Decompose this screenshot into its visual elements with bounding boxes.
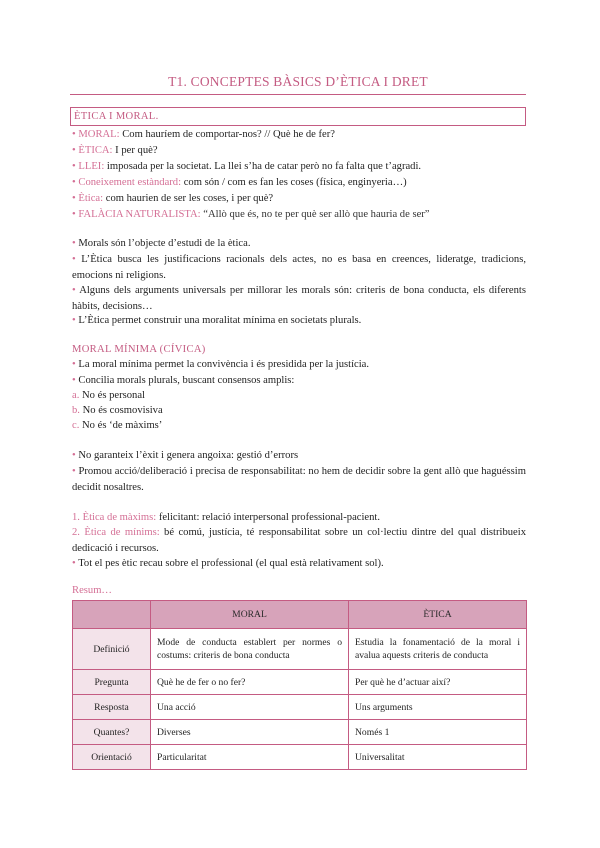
bullet-item [72, 283, 526, 314]
definition-label: Coneixement estàndard: [78, 177, 182, 188]
etica-cell: Universalitat [349, 745, 527, 770]
bullet-icon: • [72, 254, 76, 265]
row-label: Orientació [73, 745, 151, 770]
numbered-item [72, 510, 526, 526]
table-header-cell: ÈTICA [349, 601, 527, 629]
bullet-icon: • [72, 315, 76, 326]
etica-cell: Estudia la fonamentació de la moral i avalua aquests criteris de conducta [349, 629, 527, 670]
list-marker: c. [72, 420, 80, 431]
bullet-item [72, 236, 526, 252]
moral-cell: Diverses [151, 720, 349, 745]
row-label: Pregunta [73, 670, 151, 695]
summary-table [72, 600, 527, 770]
table-row [73, 695, 527, 720]
bullet-item [72, 357, 526, 373]
bullet-icon: • [72, 145, 76, 156]
moral-cell: Una acció [151, 695, 349, 720]
row-label: Resposta [73, 695, 151, 720]
table-row [73, 745, 527, 770]
bullet-icon: • [72, 193, 76, 204]
table-header-cell [73, 601, 151, 629]
bullet-text: No garanteix l’èxit i genera angoixa: gestió d’errors [78, 450, 299, 461]
bullet-icon: • [72, 129, 76, 140]
definition-line [72, 191, 526, 207]
etica-cell: Per què he d’actuar així? [349, 670, 527, 695]
list-text: No és personal [82, 390, 145, 401]
moral-cell: Què he de fer o no fer? [151, 670, 349, 695]
number-marker: 1. [72, 512, 80, 523]
bullet-text: Promou acció/deliberació i precisa de responsabilitat: no hem de decidir sobre la gent allò que haguéssim decidit nosaltres. [72, 466, 526, 493]
definition-label: FALÀCIA NATURALISTA: [78, 209, 201, 220]
bullet-icon: • [72, 161, 76, 172]
title-divider [70, 94, 526, 95]
bullet-icon: • [72, 466, 76, 477]
definition-line [72, 207, 526, 223]
page-title: T1. CONCEPTES BÀSICS D’ÈTICA I DRET [168, 74, 428, 89]
list-item [72, 403, 526, 419]
summary-label: Resum… [72, 585, 113, 596]
definition-text: Com hauríem de comportar-nos? // Què he de fer? [122, 129, 335, 140]
numbered-text: felicitant: relació interpersonal professional-pacient. [158, 512, 381, 523]
definition-line [72, 127, 526, 143]
definition-text: “Allò que és, no te per què ser allò que hauria de ser” [203, 209, 430, 220]
moral-cell: Particularitat [151, 745, 349, 770]
definition-label: LLEI: [78, 161, 105, 172]
numbered-label: Ètica de mínims: [84, 527, 160, 538]
bullet-item [72, 252, 526, 283]
definition-label: MORAL: [78, 129, 120, 140]
etica-cell: Només 1 [349, 720, 527, 745]
bullet-item [72, 313, 526, 329]
definition-label: Ètica: [78, 193, 104, 204]
definition-line [72, 175, 526, 191]
numbered-item [72, 525, 526, 556]
list-marker: a. [72, 390, 80, 401]
table-header-row [73, 601, 527, 629]
list-text: No és cosmovisiva [82, 405, 163, 416]
bullet-text: Morals són l’objecte d’estudi de la ètica. [78, 238, 251, 249]
list-item [72, 388, 526, 404]
bullet-text: L’Ètica permet construir una moralitat mínima en societats plurals. [78, 315, 362, 326]
bullet-icon: • [72, 558, 76, 569]
bullet-text: L’Ètica busca les justificacions racionals dels actes, no es basa en creences, lideratge, tradicions, emocions ni religions. [72, 254, 526, 281]
bullet-text: La moral mínima permet la convivència i és presidida per la justícia. [78, 359, 370, 370]
number-marker: 2. [72, 527, 80, 538]
definition-line [72, 159, 526, 175]
table-row [73, 629, 527, 670]
list-text: No és ‘de màxims’ [82, 420, 163, 431]
section-heading-moral-minima: MORAL MÍNIMA (CÍVICA) [72, 344, 206, 355]
section-heading-etica-moral: ÈTICA I MORAL. [74, 111, 159, 122]
bullet-icon: • [72, 285, 76, 296]
numbered-text: bé comú, justícia, té responsabilitat sobre un col·lectiu dintre del qual distribueix dedicació i recursos. [72, 527, 526, 554]
row-label: Quantes? [73, 720, 151, 745]
bullet-icon: • [72, 359, 76, 370]
bullet-item [72, 556, 526, 572]
list-marker: b. [72, 405, 80, 416]
bullet-icon: • [72, 450, 76, 461]
bullet-icon: • [72, 238, 76, 249]
bullet-icon: • [72, 177, 76, 188]
bullet-item [72, 464, 526, 495]
definition-label: ÈTICA: [78, 145, 113, 156]
definition-text: com haurien de ser les coses, i per què? [105, 193, 274, 204]
table-row [73, 720, 527, 745]
list-item [72, 418, 526, 434]
bullet-text: Alguns dels arguments universals per millorar les morals són: criteris de bona conducta, els diferents hàbits, decisions… [72, 285, 526, 312]
bullet-item [72, 373, 526, 389]
bullet-text: Concilia morals plurals, buscant consensos amplis: [78, 375, 295, 386]
table-row [73, 670, 527, 695]
moral-cell: Mode de conducta establert per normes o costums: criteris de bona conducta [151, 629, 349, 670]
bullet-icon: • [72, 209, 76, 220]
definition-text: I per què? [115, 145, 158, 156]
bullet-text: Tot el pes ètic recau sobre el professional (el qual està relativament sol). [78, 558, 384, 569]
definition-text: imposada per la societat. La llei s’ha de catar però no fa falta que t’agradi. [106, 161, 422, 172]
bullet-item [72, 448, 526, 464]
definition-text: com són / com es fan les coses (física, enginyeria…) [183, 177, 407, 188]
definition-line [72, 143, 526, 159]
etica-cell: Uns arguments [349, 695, 527, 720]
bullet-icon: • [72, 375, 76, 386]
numbered-label: Ètica de màxims: [82, 512, 157, 523]
row-label: Definició [73, 629, 151, 670]
table-header-cell: MORAL [151, 601, 349, 629]
